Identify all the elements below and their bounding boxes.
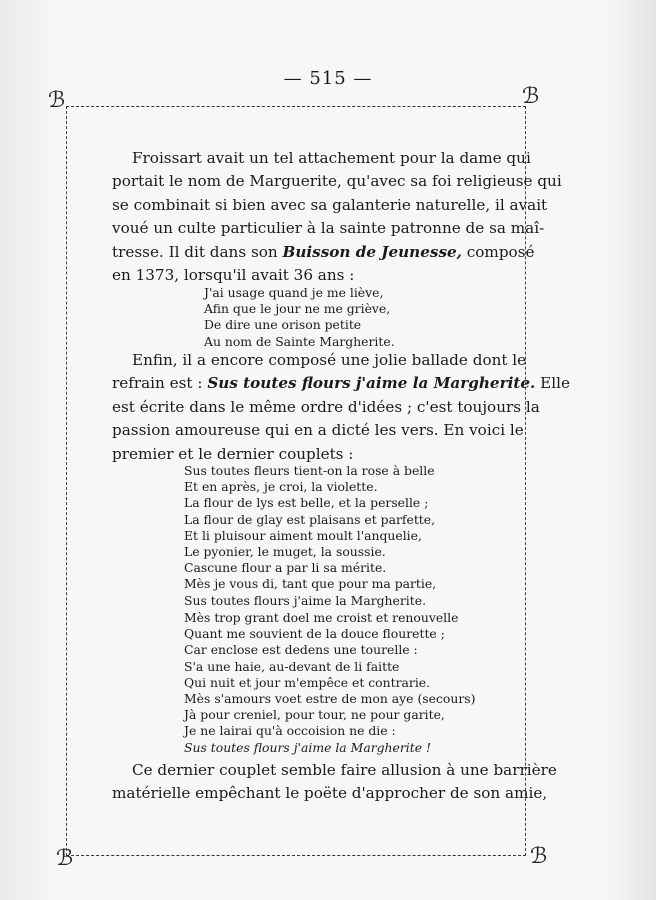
verse-line: Sus toutes flours j'aime la Margherite.: [184, 592, 427, 608]
text-line: premier et le dernier couplets :: [112, 444, 354, 463]
flourish-ornament-icon: ℬ: [48, 88, 66, 113]
page-number: — 515 —: [283, 68, 373, 89]
verse-line: De dire une orison petite: [204, 317, 362, 333]
verse-line: Qui nuit et jour m'empêce et contrarie.: [184, 674, 431, 690]
text-line: [112, 241, 535, 264]
verse-line: Au nom de Sainte Margherite.: [204, 333, 395, 349]
verse-line: Mès trop grant doel me croist et renouvelle: [184, 610, 459, 625]
book-title: Buisson de Jeunesse,: [282, 242, 462, 261]
paragraph-commentary: [112, 759, 557, 806]
text-line: portait le nom de Marguerite, qu'avec sa foi religieuse qui: [112, 172, 562, 191]
verse-line: Afin que le jour ne me griève,: [204, 301, 391, 317]
verse-line: Mès s'amours voet estre de mon aye (secours): [184, 691, 476, 707]
verse-line: Cascune flour a par li sa mérite.: [184, 560, 387, 576]
verse-line: La flour de lys est belle, et la perselle ;: [184, 495, 429, 511]
verse-line: Et li pluisour aiment moult l'anquelie,: [184, 527, 422, 543]
paragraph-ballade: [112, 349, 570, 466]
verse-line: Et en après, je croi, la violette.: [184, 479, 378, 495]
verse-line: Sus toutes fleurs tient-on la rose à belle: [184, 463, 435, 478]
paragraph-froissart: [112, 147, 562, 287]
verse-line: Mès je vous di, tant que pour ma partie,: [184, 576, 437, 592]
refrain-text: Sus toutes flours j'aime la Margherite.: [207, 374, 536, 393]
text-line: en 1373, lorsqu'il avait 36 ans :: [112, 266, 355, 285]
ballade-stanza-1: [184, 463, 436, 609]
text-run: composé: [461, 242, 535, 261]
text-line: Enfin, il a encore composé une jolie ballade dont le: [132, 351, 527, 369]
flourish-ornament-icon: ℬ: [522, 84, 540, 109]
text-run: refrain est :: [112, 374, 208, 393]
ballade-stanza-2: [184, 610, 475, 756]
verse-line: Jà pour creniel, pour tour, ne pour garite,: [184, 707, 445, 723]
verse-line: S'a une haie, au-devant de li faitte: [184, 658, 400, 674]
verse-line: Je ne lairai qu'à occoision ne die :: [184, 723, 396, 739]
verse-quote-1: [204, 285, 395, 350]
verse-line: J'ai usage quand je me liève,: [204, 285, 384, 300]
text-line: [112, 372, 570, 395]
text-line: Ce dernier couplet semble faire allusion à une barrière: [132, 761, 557, 779]
verse-refrain-line: Sus toutes flours j'aime la Margherite !: [184, 739, 431, 755]
flourish-ornament-icon: ℬ: [56, 846, 74, 871]
text-line: passion amoureuse qui en a dicté les vers. En voici le: [112, 421, 524, 440]
verse-line: La flour de glay est plaisans et parfette,: [184, 511, 436, 527]
verse-line: Car enclose est dedens une tourelle :: [184, 642, 418, 658]
verse-line: Quant me souvient de la douce flourette ;: [184, 626, 445, 642]
text-line: se combinait si bien avec sa galanterie naturelle, il avait: [112, 195, 548, 214]
text-run: Elle: [535, 374, 570, 393]
text-line: matérielle empêchant le poëte d'approcher de son amie,: [112, 784, 548, 803]
flourish-ornament-icon: ℬ: [530, 844, 548, 869]
text-line: est écrite dans le même ordre d'idées ; c'est toujours la: [112, 397, 540, 416]
text-line: Froissart avait un tel attachement pour la dame qui: [132, 149, 531, 167]
text-line: voué un culte particulier à la sainte patronne de sa maî-: [112, 219, 545, 238]
text-run: tresse. Il dit dans son: [112, 242, 283, 261]
verse-line: Le pyonier, le muget, la soussie.: [184, 544, 386, 560]
